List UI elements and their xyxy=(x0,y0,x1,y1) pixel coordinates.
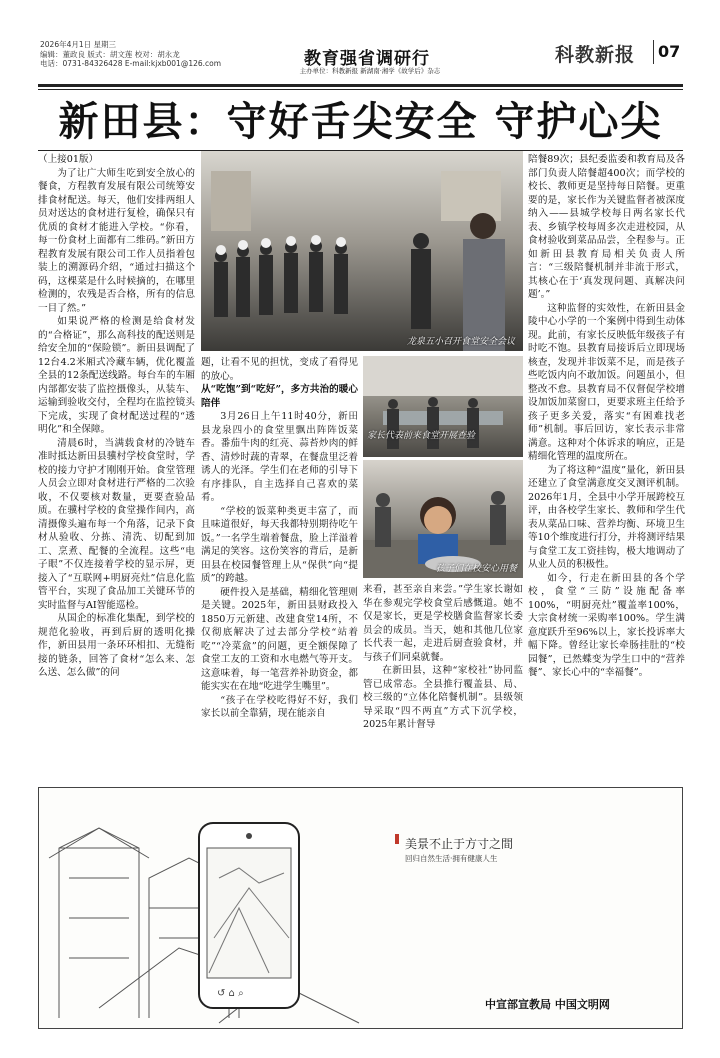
paragraph: 清晨6时，当满载食材的冷链车准时抵达新田县骥村学校食堂时，学校的接力守护才刚刚开始。食堂管理人员会立即对食材进行严格的二次验收，不仅要核对数量，更要查验品质。在骥村学校的食堂操作间内，高清摄像头遍布每一个角落，记录下食材从验收、分拣、清洗、切配到加工、烹煮、配餐的全流程。这些“电子眼”不仅连接着学校的显示屏，更接入了“互联网+明厨亮灶”信息化监管平台，实现了食品加工关键环节的实时监督与AI智能巡检。 xyxy=(38,437,195,611)
paragraph: 来看，甚至亲自来尝。”学生家长谢如华在参观完学校食堂后感慨道。她不仅是家长，更是学校膳食监督家长委员会的成员。当天，她和其他几位家长代表一起，走进后厨查验食材，并与孩子们同桌就餐。 xyxy=(363,584,523,663)
ad-illustration xyxy=(39,788,683,1029)
column-title: 教育强省调研行 xyxy=(304,49,430,69)
meeting-illustration xyxy=(201,151,523,351)
paragraph: 3月26日上午11时40分，新田县龙泉四小的食堂里飘出阵阵饭菜香。番茄牛肉的红亮、蒜苔炒肉的鲜香、清炒时蔬的青翠，在餐盘里泛着诱人的光泽。学生们在老师的引导下有序排队，自主选择自己喜欢的菜肴。 xyxy=(201,411,358,503)
ad-credit: 中宣部宣教局 中国文明网 xyxy=(485,998,610,1011)
paragraph: 为了将这种“温度”量化，新田县还建立了食堂满意度交叉测评机制。2026年1月，全县中小学开展跨校互评，由各校学生家长、教师和学生代表从菜品口味、营养均衡、环境卫生等10个维度进行打分，并将测评结果与食堂工友工资挂钩，极大地调动了从业人员的积极性。 xyxy=(528,464,685,570)
page-divider xyxy=(653,40,654,64)
date-line: 2026年4月1日 星期三 xyxy=(40,40,117,49)
photo-caption: 孩子们在校安心用餐 xyxy=(435,564,517,574)
page-number: 07 xyxy=(658,42,681,61)
headline: 新田县：守好舌尖安全 守护心尖 xyxy=(58,99,663,145)
masthead-meta xyxy=(40,40,260,69)
public-service-ad xyxy=(38,787,683,1029)
paper-name: 科教新报 xyxy=(555,44,636,66)
ad-title: 美景不止于方寸之間 xyxy=(405,837,514,851)
paragraph: “学校的饭菜种类更丰富了，而且味道很好，每天我都特别期待吃午饭。”一名学生端着餐盘，脸上洋溢着满足的笑容。这份笑容的背后，是新田县在校园餐管理上从“保供”向“提质”的跨越。 xyxy=(201,505,358,584)
photo-students-dining xyxy=(363,460,523,578)
header-rule-thin xyxy=(38,89,683,90)
photo-caption: 龙泉五小召开食堂安全会议 xyxy=(406,337,515,347)
paragraph: 在新田县，这种“家校社”协同监管已成常态。全县推行覆盖县、局、校三级的“立体化陪餐机制”。县级领导采取“四不两直”方式下沉学校，2025年累计督导 xyxy=(363,665,523,730)
paragraph: 为了让广大师生吃到安全放心的餐食，方程教育发展有限公司统筹安排食材配送。每天，他们安排两组人员对送达的食材进行复检，确保只有优质的食材才能进入学校。“你看，每一份食材上面都有二维码。”新田方程教育发展有限公司工作人员指着包装上的溯源码介绍，“通过扫描这个码，这棵菜是什么时候摘的，在哪里检测的，农残是否合格，所有的信息一目了然。” xyxy=(38,167,195,314)
article-column-2b xyxy=(363,583,523,732)
article-column-3 xyxy=(528,153,685,680)
article-column-1 xyxy=(38,153,195,680)
paragraph: （上接01版） xyxy=(38,154,99,165)
photo-caption: 家长代表前来食堂开展查验 xyxy=(367,431,476,441)
editor-line: 编辑：董政良 版式：胡文莲 校对：胡永龙 xyxy=(40,49,180,59)
inspection-illustration xyxy=(363,356,523,457)
photo-parent-inspection xyxy=(363,356,523,457)
paragraph: 从国企的标准化集配，到学校的规范化验收，再到后厨的透明化操作，新田县用一条环环相扣、无缝衔接的链条，回答了食材“怎么来、怎么送、怎么做”的问 xyxy=(38,613,195,678)
photo-safety-meeting xyxy=(201,151,523,351)
article-column-2 xyxy=(201,356,358,721)
header-rule xyxy=(38,84,683,87)
paragraph: 硬件投入是基础，精细化管理则是关键。2025年，新田县财政投入1850万元新建、改建食堂14所，不仅彻底解决了过去部分学校“站着吃”“冷菜盒”的问题，更全额保障了食堂工友的工资和水电燃气等开支。这意味着，每一笔营养补助资金，都能实实在在地“吃进学生嘴里”。 xyxy=(201,586,358,692)
svg-text:↺ ⌂ ⌕: ↺ ⌂ ⌕ xyxy=(217,988,244,999)
sponsor-line: 主办单位：科教新报 新湖南·湘学《故学后》杂志 xyxy=(299,67,441,75)
paragraph: 如今，行走在新田县的各个学校，食堂“三防”设施配备率100%，“明厨亮灶”覆盖率100%，大宗食材统一采购率100%。学生满意度跃升至96%以上，家长投诉率大幅下降。曾经让家长牵肠挂肚的“校园餐”，已然蝶变为学生口中的“营养餐”、家长心中的“幸福餐”。 xyxy=(528,572,685,678)
paragraph: 这种监督的实效性，在新田县金陵中心小学的一个案例中得到生动体现。此前，有家长反映低年级孩子有时吃不饱。县教育局接诉后立即现场核查，发现并非饭菜不足，而是孩子些吃饭内向不敢加饭。问题虽小，但整改不怠。县教育局不仅督促学校增设加饭加菜窗口，更要求班主任给予孩子更多关爱，落实“有困难找老师”机制。事后回访，家长表示非常满意。这种对个体诉求的响应，正是精细化管理的温度所在。 xyxy=(528,302,685,462)
contact-line: 电话：0731-84326428 E-mail:kjxb001@126.com xyxy=(40,59,222,68)
section-subheading: 从“吃饱”到“吃好”，多方共治的暖心陪伴 xyxy=(201,384,358,409)
paragraph: 陪餐89次；县纪委监委和教育局及各部门负责人陪餐超400次；而学校的校长、教师更是坚持每日陪餐。更重要的是，家长作为关键监督者被深度纳入——县城学校每日两名家长代表、乡镇学校每周多次走进校园，从食材验收到菜品品尝，全程参与。正如新田县教育局相关负责人所言：“三级陪餐机制并非流于形式，其核心在于‘真发现问题、真解决问题’。” xyxy=(528,154,685,300)
ad-title-mark xyxy=(395,834,399,844)
ad-subtitle: 回归自然生活·拥有健康人生 xyxy=(405,854,498,863)
paragraph: 如果说严格的检测是给食材发的“合格证”，那么高科技的配送则是给安全加的“保险锁”。新田县调配了12台4.2米厢式冷藏车辆，优化覆盖全县的12条配送线路。每台车的车厢内部都安装了监控摄像头，从装车、运输到验收交付，全程均在监控镜头下完成，实现了食材配送过程的“透明化”和全保障。 xyxy=(38,316,195,435)
paragraph: “孩子在学校吃得好不好，我们家长以前全靠猜，现在能亲自 xyxy=(201,694,358,719)
paragraph: 题，让看不见的担忧，变成了看得见的放心。 xyxy=(201,357,358,382)
